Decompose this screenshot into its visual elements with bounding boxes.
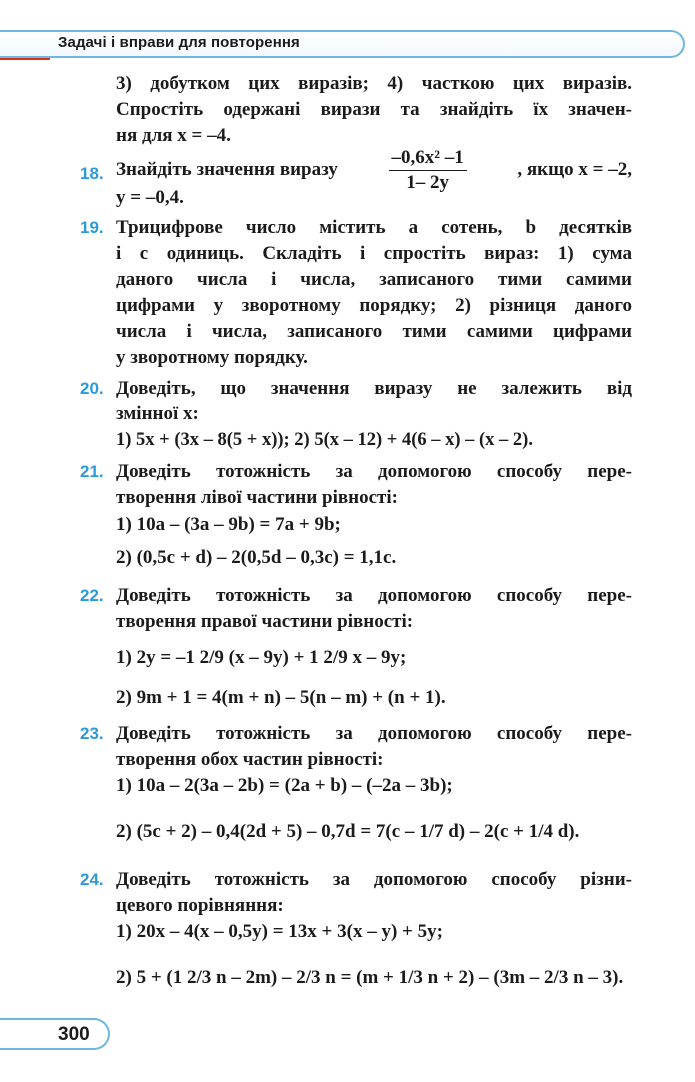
header-accent-line xyxy=(0,58,50,60)
problem-22-line-2: творення правої частини рівності: xyxy=(116,611,414,632)
problem-23-identity-2: 2) (5c + 2) – 0,4(2d + 5) – 0,7d = 7(c – 1/7 d) – 2(c + 1/4 d). xyxy=(116,821,580,842)
problem-number-21: 21. xyxy=(80,462,104,481)
problem-number-19: 19. xyxy=(80,218,104,237)
intro-line-1: 3) добутком цих виразів; 4) часткою цих виразів. xyxy=(116,73,632,94)
fraction-denominator: 1– 2y xyxy=(406,171,449,193)
problem-24-line-2: цевого порівняння: xyxy=(116,895,284,916)
problem-23-line-1: Доведіть тотожність за допомогою способу пере- xyxy=(116,723,632,744)
problem-18-line-2: y = –0,4. xyxy=(116,187,184,208)
page-number-tab xyxy=(0,1018,110,1050)
problem-number-18: 18. xyxy=(80,164,104,183)
fraction-numerator: –0,6x² –1 xyxy=(389,148,467,171)
problem-number-22: 22. xyxy=(80,586,104,605)
problem-24-identity-1: 1) 20x – 4(x – 0,5y) = 13x + 3(x – y) + 5y; xyxy=(116,921,443,942)
problem-24-identity-2: 2) 5 + (1 2/3 n – 2m) – 2/3 n = (m + 1/3 n + 2) – (3m – 2/3 n – 3). xyxy=(116,967,624,988)
problem-21-identity-2: 2) (0,5c + d) – 2(0,5d – 0,3c) = 1,1c. xyxy=(116,547,397,568)
running-header xyxy=(0,30,690,60)
problem-18-post: , якщо x = –2, xyxy=(517,159,632,181)
header-title: Задачі і вправи для повторення xyxy=(58,34,300,51)
problem-20-line-2: змінної x: xyxy=(116,403,199,424)
problem-21-line-1: Доведіть тотожність за допомогою способу пере- xyxy=(116,461,632,482)
problem-22-identity-2: 2) 9m + 1 = 4(m + n) – 5(n – m) + (n + 1). xyxy=(116,687,446,708)
problem-19-line-6: у зворотному порядку. xyxy=(116,347,308,368)
problem-20-line-1: Доведіть, що значення виразу не залежить від xyxy=(116,378,632,399)
problem-number-24: 24. xyxy=(80,870,104,889)
problem-19-line-4: цифрами у зворотному порядку; 2) різниця даного xyxy=(116,295,632,316)
intro-line-2: Спростіть одержані вирази та знайдіть їх значен- xyxy=(116,99,632,120)
problem-19-line-1: Трицифрове число містить a сотень, b десятків xyxy=(116,217,632,238)
problem-23-identity-1: 1) 10a – 2(3a – 2b) = (2a + b) – (–2a – 3b); xyxy=(116,775,453,796)
problem-19-line-3: даного числа і числа, записаного тими самими xyxy=(116,269,632,290)
problem-20-expressions: 1) 5x + (3x – 8(5 + x)); 2) 5(x – 12) + 4(6 – x) – (x – 2). xyxy=(116,430,533,450)
problem-21-line-2: творення лівої частини рівності: xyxy=(116,487,398,508)
problem-number-20: 20. xyxy=(80,379,104,398)
problem-24-line-1: Доведіть тотожність за допомогою способу різни- xyxy=(116,869,632,890)
problem-23-line-2: творення обох частин рівності: xyxy=(116,749,384,770)
problem-18-pre: Знайдіть значення виразу xyxy=(116,159,338,181)
problem-19-line-5: числа і числа, записаного тими самими цифрами xyxy=(116,321,632,342)
problem-number-23: 23. xyxy=(80,724,104,743)
page-number: 300 xyxy=(58,1024,90,1045)
intro-line-3: ня для x = –4. xyxy=(116,125,231,146)
problem-22-line-1: Доведіть тотожність за допомогою способу пере- xyxy=(116,585,632,606)
problem-21-identity-1: 1) 10a – (3a – 9b) = 7a + 9b; xyxy=(116,514,341,535)
problem-19-line-2: і c одиниць. Складіть і спростіть вираз: 1) сума xyxy=(116,243,632,264)
problem-22-identity-1: 1) 2y = –1 2/9 (x – 9y) + 1 2/9 x – 9y; xyxy=(116,647,407,668)
